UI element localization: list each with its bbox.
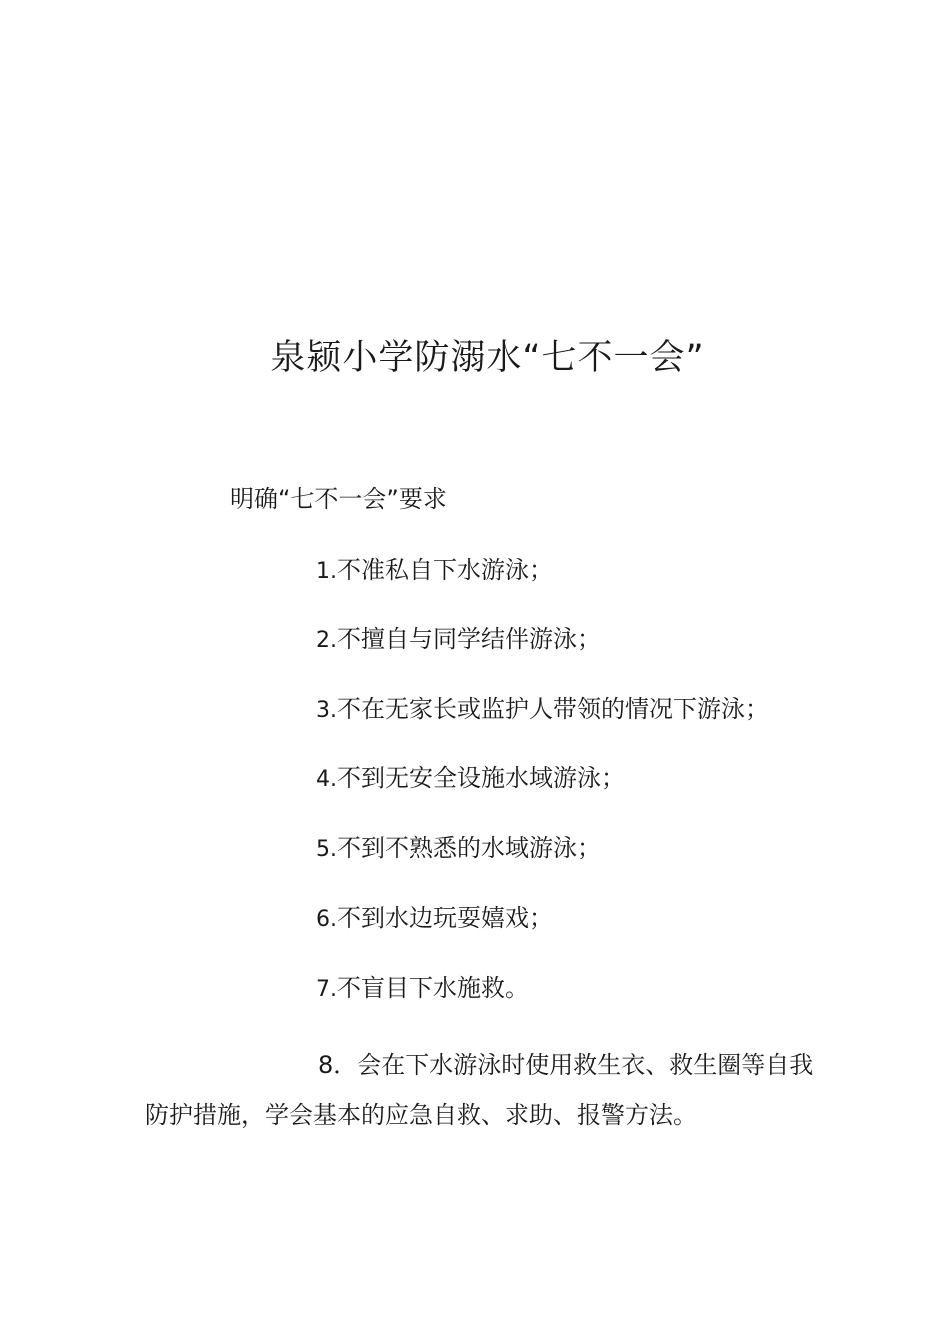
document-title: 泉颍小学防溺水“七不一会” (270, 338, 705, 378)
rule-item-5 (316, 830, 601, 868)
rule-text: 不到不熟悉的水域游泳； (337, 834, 601, 862)
rule-number: 4. (316, 767, 337, 792)
rule-text: 不到无安全设施水域游泳； (337, 764, 625, 792)
rule-number: 6. (316, 907, 337, 932)
rule-item-7 (316, 970, 529, 1008)
rule-item-8: 8．会在下水游泳时使用救生衣、救生圈等自我防护措施，学会基本的应急自救、求助、报警方法。 (145, 1051, 814, 1129)
section-heading: 明确“七不一会”要求 (230, 485, 447, 513)
rule-text: 不盲目下水施救。 (337, 974, 529, 1002)
rule-text: 不到水边玩耍嬉戏； (337, 904, 553, 932)
rule-text: 不在无家长或监护人带领的情况下游泳； (337, 695, 769, 723)
rule-number: 5. (316, 837, 337, 862)
rule-number: 1. (316, 559, 337, 584)
rule-text: 不擅自与同学结伴游泳； (337, 625, 601, 653)
rule-item-2 (316, 621, 601, 659)
rule-text: 不准私自下水游泳； (337, 556, 553, 584)
rule-number: 2. (316, 628, 337, 653)
rule-item-1 (316, 552, 553, 590)
rule-item-4 (316, 760, 625, 798)
rule-number: 7. (316, 977, 337, 1002)
rule-item-6 (316, 900, 553, 938)
rule-item-3 (316, 691, 769, 729)
rule-number: 3. (316, 698, 337, 723)
